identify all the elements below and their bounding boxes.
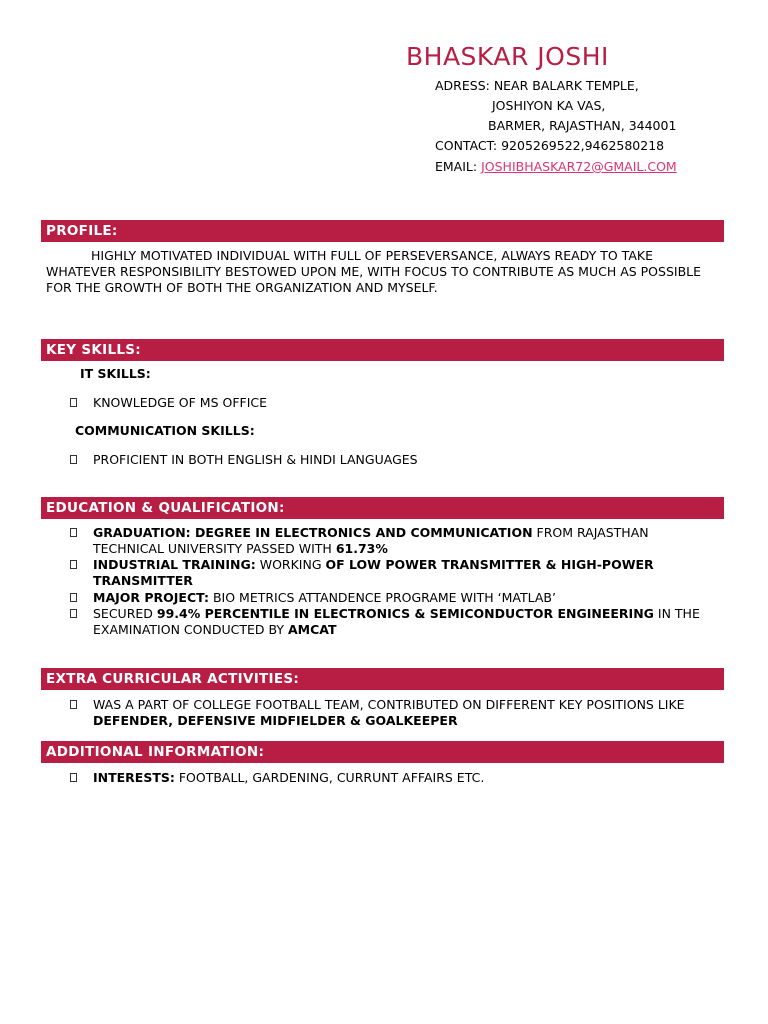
training-detail: OF LOW POWER TRANSMITTER & HIGH-POWER TRANSMITTER xyxy=(93,557,654,588)
exam-name: AMCAT xyxy=(287,622,337,637)
activity-positions: DEFENDER, DEFENSIVE MIDFIELDER & GOALKEEPER xyxy=(93,713,458,728)
candidate-name: BHASKAR JOSHI xyxy=(406,42,609,71)
bullet-icon xyxy=(70,609,77,618)
bullet-icon xyxy=(70,528,77,537)
education-heading: EDUCATION & QUALIFICATION: xyxy=(41,497,724,519)
secured-text: SECURED xyxy=(93,606,157,621)
percentile-text: 99.4% PERCENTILE IN ELECTRONICS & SEMICONDUCTOR ENGINEERING xyxy=(156,606,654,621)
email-line xyxy=(435,159,677,175)
list-item-text xyxy=(93,606,723,638)
graduation-label: GRADUATION: DEGREE IN ELECTRONICS AND COMMUNICATION xyxy=(93,525,533,540)
list-item-text xyxy=(93,770,723,786)
training-text: WORKING xyxy=(255,557,326,572)
list-item-text: KNOWLEDGE OF MS OFFICE xyxy=(93,395,268,410)
address-line: BARMER, RAJASTHAN, 344001 xyxy=(488,118,677,133)
project-text: BIO METRICS ATTANDENCE PROGRAME WITH ‘MATLAB’ xyxy=(209,590,556,605)
communication-skills-heading: COMMUNICATION SKILLS: xyxy=(75,423,255,438)
extra-curricular-heading: EXTRA CURRICULAR ACTIVITIES: xyxy=(41,668,724,690)
profile-text: HIGHLY MOTIVATED INDIVIDUAL WITH FULL OF PERSEVERSANCE, ALWAYS READY TO TAKE WHATEVER RESPONSIBILITY BESTOWED UPON ME, WITH FOCUS TO CONTRIBUTE AS MUCH AS POSSIBLE FOR THE GROWTH OF BOTH THE ORGANIZATION AND MYSELF. xyxy=(46,248,702,295)
graduation-score: 61.73% xyxy=(335,541,388,556)
address-line: JOSHIYON KA VAS, xyxy=(492,98,606,113)
it-skills-heading: IT SKILLS: xyxy=(80,366,151,381)
list-item-text xyxy=(93,525,723,557)
contact-line: CONTACT: 9205269522,9462580218 xyxy=(435,138,665,153)
bullet-icon xyxy=(70,455,77,464)
address-line: ADRESS: NEAR BALARK TEMPLE, xyxy=(435,78,639,93)
interests-text: FOOTBALL, GARDENING, CURRUNT AFFAIRS ETC. xyxy=(174,770,485,785)
bullet-icon xyxy=(70,700,77,709)
email-link[interactable]: JOSHIBHASKAR72@GMAIL.COM xyxy=(481,159,677,174)
skills-heading: KEY SKILLS: xyxy=(41,339,724,361)
project-label: MAJOR PROJECT: xyxy=(93,590,209,605)
bullet-icon xyxy=(70,593,77,602)
bullet-icon xyxy=(70,560,77,569)
list-item-text xyxy=(93,697,723,729)
bullet-icon xyxy=(70,773,77,782)
training-label: INDUSTRIAL TRAINING: xyxy=(93,557,256,572)
activity-text: WAS A PART OF COLLEGE FOOTBALL TEAM, CONTRIBUTED ON DIFFERENT KEY POSITIONS LIKE xyxy=(93,697,685,712)
bullet-icon xyxy=(70,398,77,407)
profile-heading: PROFILE: xyxy=(41,220,724,242)
email-label: EMAIL: xyxy=(435,159,482,174)
additional-info-heading: ADDITIONAL INFORMATION: xyxy=(41,741,724,763)
exam-text: IN THE EXAMINATION CONDUCTED BY xyxy=(93,606,700,637)
graduation-text: FROM RAJASTHAN TECHNICAL UNIVERSITY PASSED WITH xyxy=(93,525,649,556)
list-item-text: PROFICIENT IN BOTH ENGLISH & HINDI LANGUAGES xyxy=(93,452,418,467)
list-item-text xyxy=(93,557,723,589)
list-item-text xyxy=(93,590,723,606)
interests-label: INTERESTS: xyxy=(93,770,175,785)
